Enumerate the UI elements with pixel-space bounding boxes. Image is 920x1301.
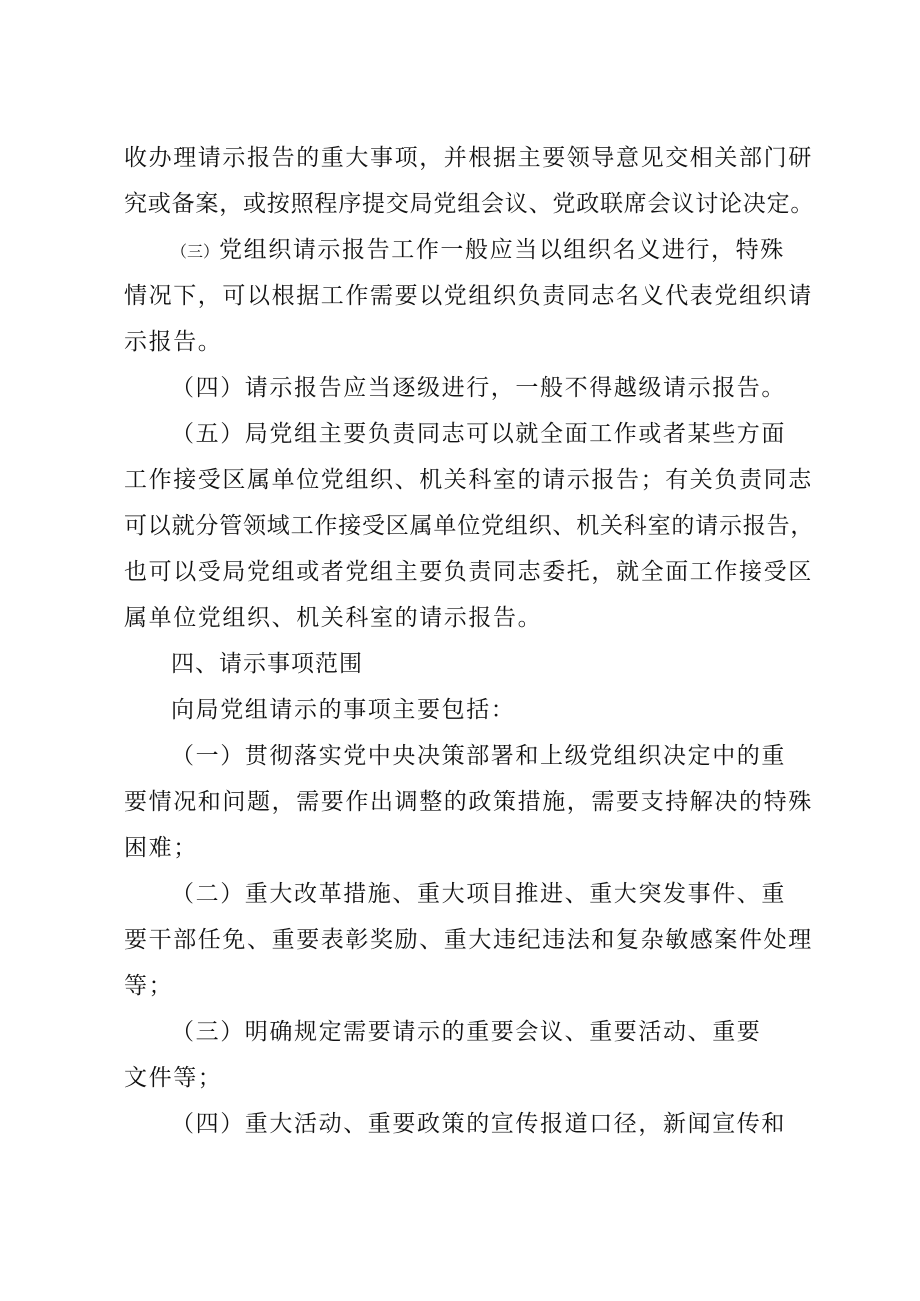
text-line-22: （四）重大活动、重要政策的宣传报道口径，新闻宣传和 bbox=[171, 1111, 786, 1137]
text-line-4: 情况下，可以根据工作需要以党组织负责同志名义代表党组织请 bbox=[124, 283, 813, 309]
text-line-7: （五）局党组主要负责同志可以就全面工作或者某些方面 bbox=[171, 421, 786, 447]
text-line-9: 可以就分管领域工作接受区属单位党组织、机关科室的请示报告， bbox=[124, 513, 815, 539]
text-line-15: 要情况和问题，需要作出调整的政策措施，需要支持解决的特殊 bbox=[124, 789, 813, 815]
text-line-6: （四）请示报告应当逐级进行，一般不得越级请示报告。 bbox=[171, 375, 786, 401]
text-line-18: 要干部任免、重要表彰奖励、重大违纪违法和复杂敏感案件处理 bbox=[124, 927, 813, 953]
text-line-20: （三）明确规定需要请示的重要会议、重要活动、重要 bbox=[171, 1019, 762, 1045]
text-line-14: （一）贯彻落实党中央决策部署和上级党组织决定中的重 bbox=[171, 743, 786, 769]
text-line-5: 示报告。 bbox=[124, 329, 223, 355]
text-line-3-content: 党组织请示报告工作一般应当以组织名义进行，特殊 bbox=[219, 237, 785, 263]
text-line-21: 文件等； bbox=[124, 1065, 223, 1091]
text-line-8: 工作接受区属单位党组织、机关科室的请示报告；有关负责同志 bbox=[124, 467, 813, 493]
text-line-13: 向局党组请示的事项主要包括： bbox=[171, 697, 516, 723]
text-line-16: 困难； bbox=[124, 835, 198, 861]
text-line-19: 等； bbox=[124, 973, 174, 999]
section-marker-3: （三） bbox=[171, 242, 220, 261]
text-line-3 bbox=[171, 235, 785, 267]
text-line-11: 属单位党组织、机关科室的请示报告。 bbox=[124, 605, 543, 631]
text-line-17: （二）重大改革措施、重大项目推进、重大突发事件、重 bbox=[171, 881, 786, 907]
section-heading: 四、请示事项范围 bbox=[171, 651, 363, 677]
text-line-1: 收办理请示报告的重大事项，并根据主要领导意见交相关部门研 bbox=[124, 145, 813, 171]
text-line-10: 也可以受局党组或者党组主要负责同志委托，就全面工作接受区 bbox=[124, 559, 813, 585]
text-line-2: 究或备案，或按照程序提交局党组会议、党政联席会议讨论决定。 bbox=[124, 191, 815, 217]
